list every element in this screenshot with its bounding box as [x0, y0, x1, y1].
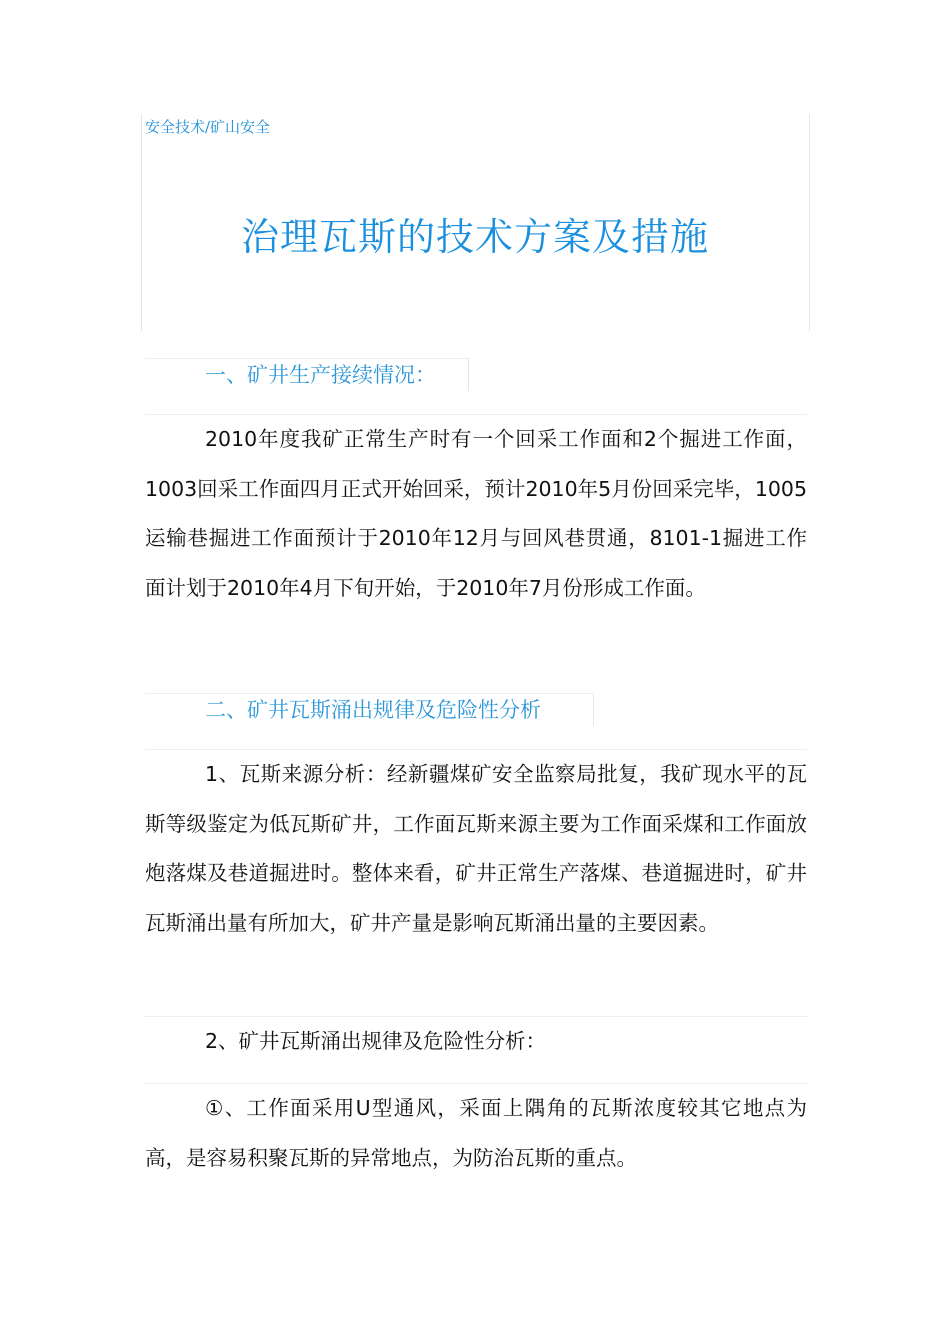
- section-heading-2: 二、矿井瓦斯涌出规律及危险性分析: [145, 693, 594, 726]
- paragraph-gas-source: 1、瓦斯来源分析：经新疆煤矿安全监察局批复，我矿现水平的瓦斯等级鉴定为低瓦斯矿井，工作面瓦斯来源主要为工作面采煤和工作面放炮落煤及巷道掘进时。整体来看，矿井正常生产落煤、巷道掘进时，矿井瓦斯涌出量有所加大，矿井产量是影响瓦斯涌出量的主要因素。: [145, 749, 807, 948]
- paragraph-upper-corner: ①、工作面采用U型通风，采面上隅角的瓦斯浓度较其它地点为高，是容易积聚瓦斯的异常地点，为防治瓦斯的重点。: [145, 1083, 807, 1183]
- paragraph-production: 2010年度我矿正常生产时有一个回采工作面和2个掘进工作面，1003回采工作面四月正式开始回采，预计2010年5月份回采完毕，1005运输巷掘进工作面预计于2010年12月与回风巷贯通，8101-1掘进工作面计划于2010年4月下旬开始，于2010年7月份形成工作面。: [145, 414, 807, 613]
- document-title: 治理瓦斯的技术方案及措施: [240, 215, 709, 259]
- section-heading-1: 一、矿井生产接续情况：: [145, 358, 469, 391]
- category-label: 安全技术/矿山安全: [145, 118, 271, 136]
- paragraph-gas-pattern-heading: 2、矿井瓦斯涌出规律及危险性分析：: [145, 1016, 807, 1067]
